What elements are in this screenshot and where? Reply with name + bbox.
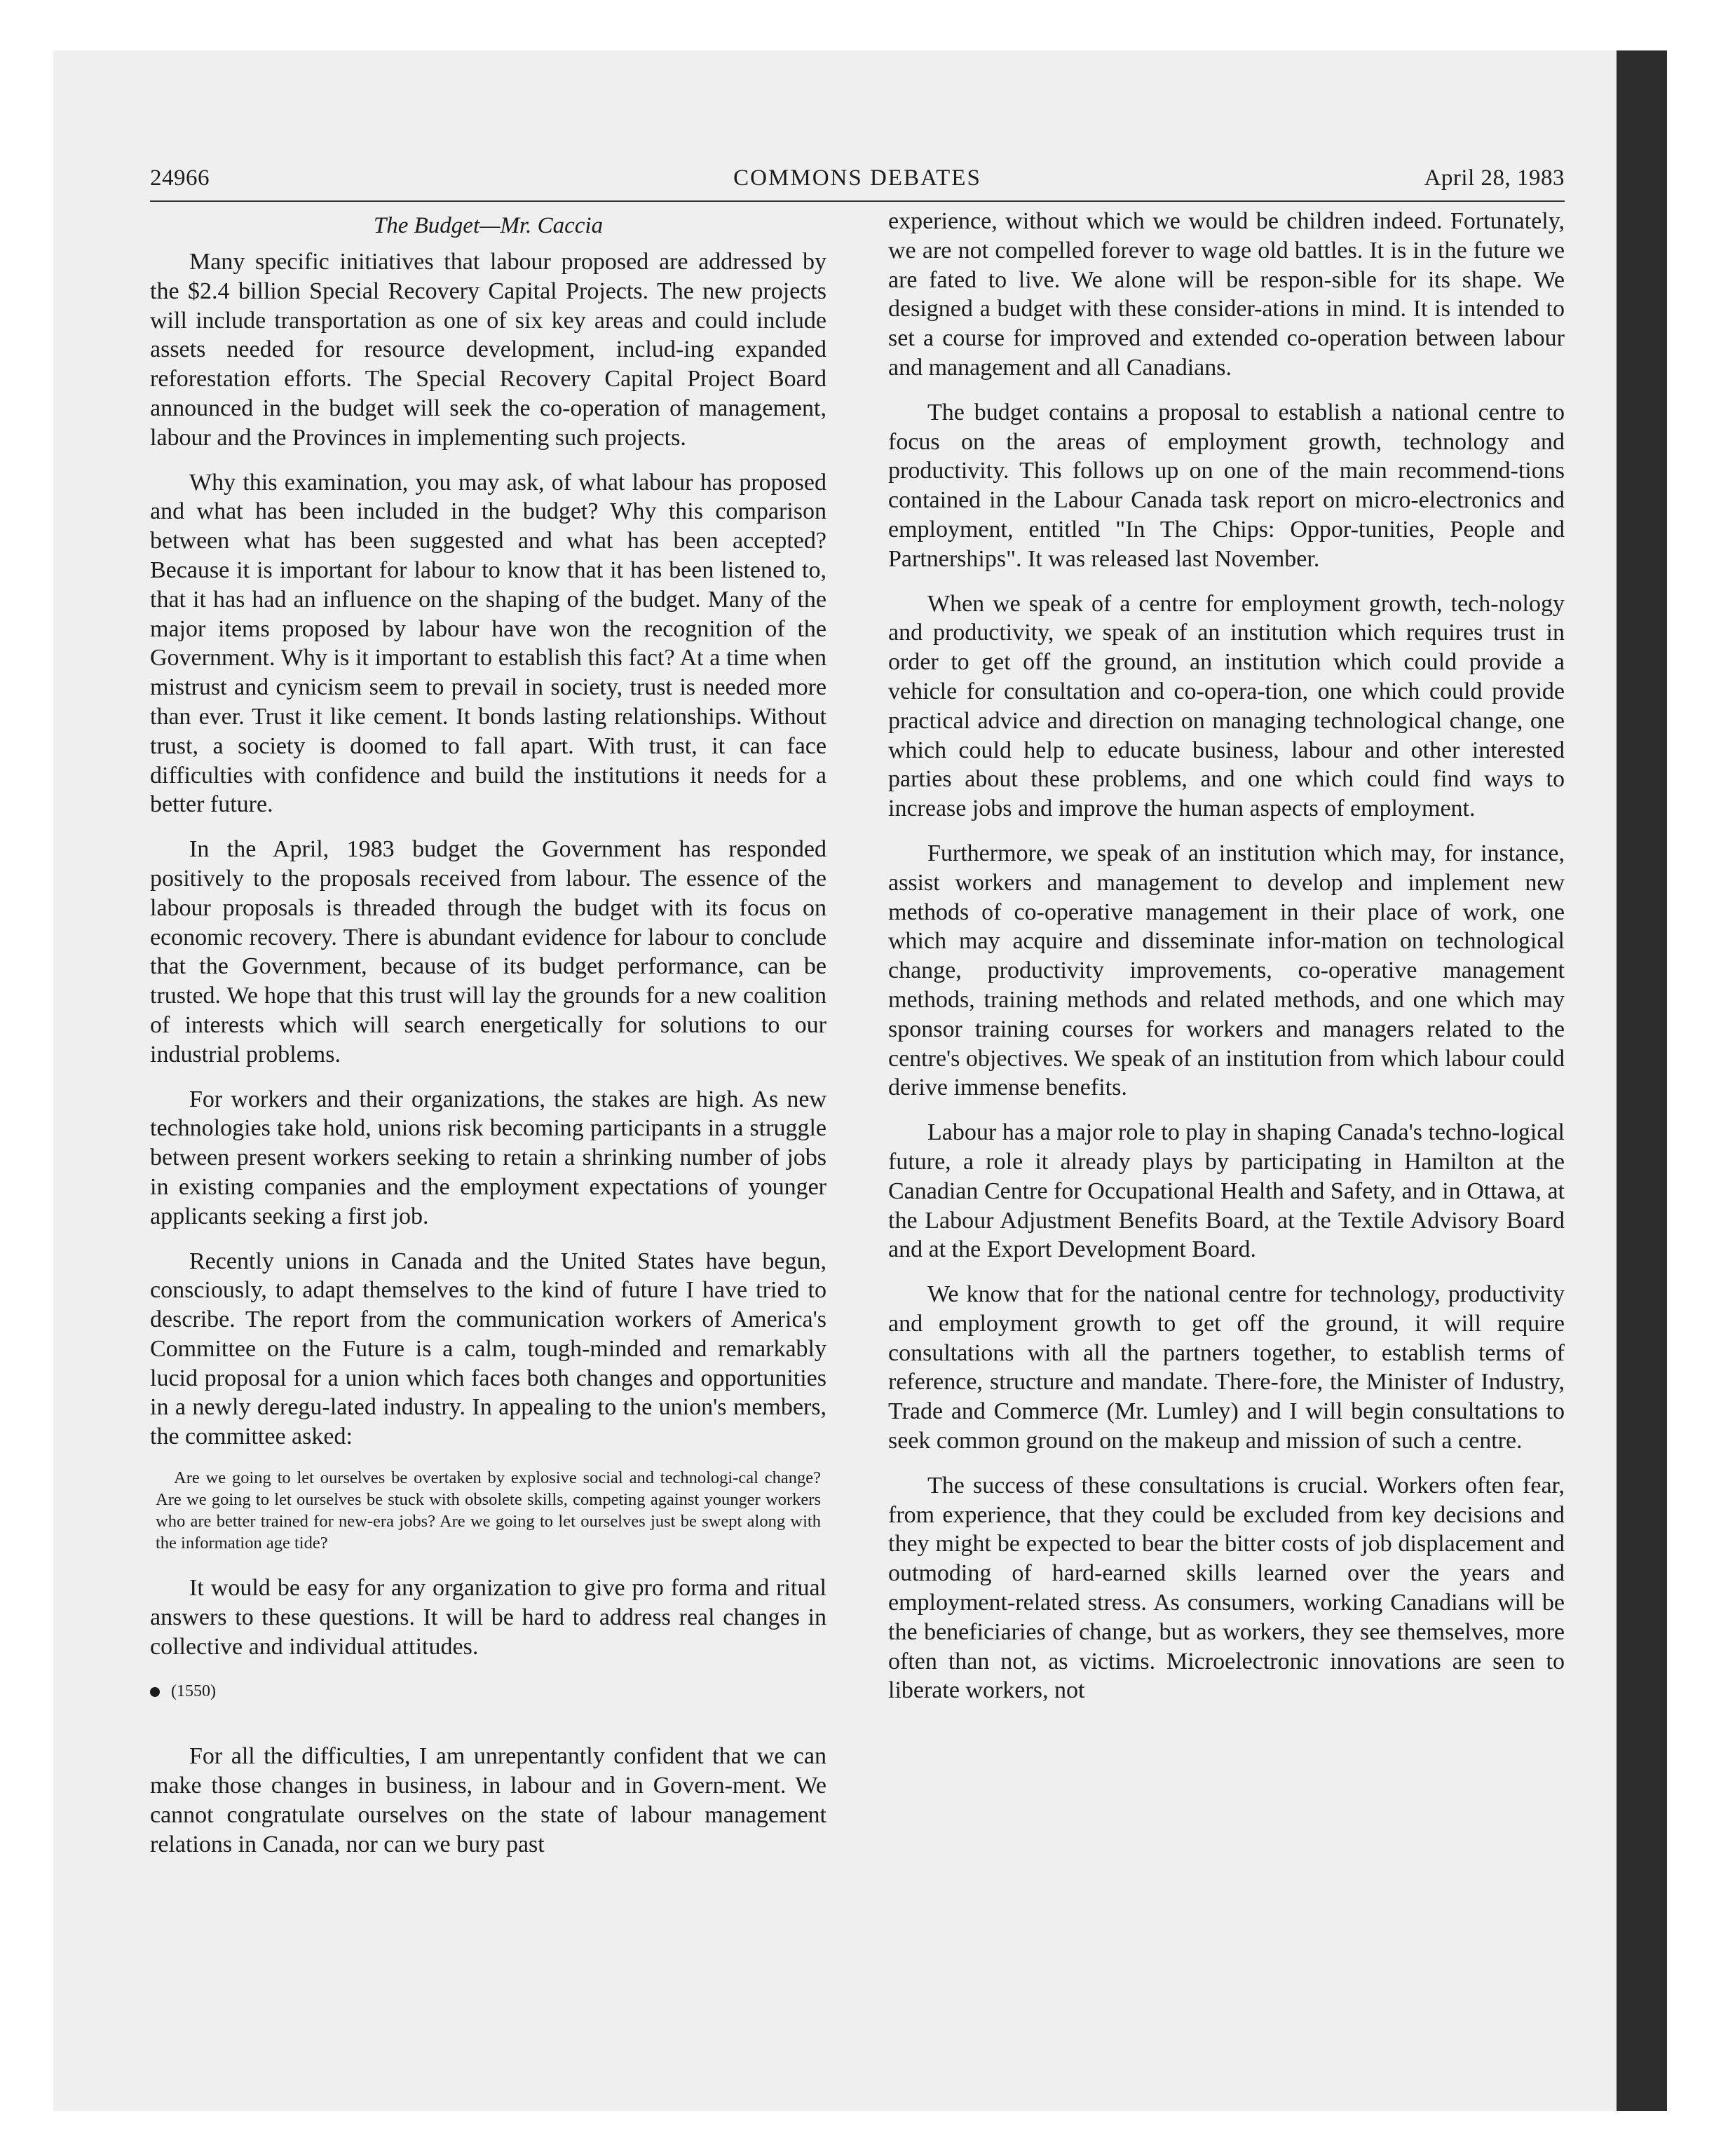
paragraph: For workers and their organizations, the stakes are high. As new technologies take hold, unions risk becoming participants in a struggle between present workers seeking to retain a shrinking number of jobs in existing companies and the employment expectations of younger applicants seeking a first job. <box>150 1086 826 1229</box>
section-subhead: The Budget—Mr. Caccia <box>373 213 604 238</box>
running-header <box>150 165 1565 198</box>
paragraph: Why this examination, you may ask, of what labour has proposed and what has been included in the budget? Why this comparison between what has been suggested and what has been accepted? Because it is important for labour to know that it has been listened to, that it has had an influence on the shaping of the budget. Many of the major items proposed by labour have won the recognition of the Government. Why is it important to establish this fact? At a time when mistrust and cynicism seem to prevail in society, trust is needed more than ever. Trust it like cement. It bonds lasting relationships. Without trust, a society is doomed to fall apart. With trust, it can face difficulties with confidence and build the institutions it needs for a better future. <box>150 469 826 818</box>
publication-date: April 28, 1983 <box>1424 165 1565 191</box>
right-column <box>888 207 1565 1721</box>
paragraph: In the April, 1983 budget the Government has responded positively to the proposals received from labour. The essence of the labour proposals is threaded through the budget with its focus on economic recovery. There is abundant evidence for labour to conclude that the Government, because of its budget performance, can be trusted. We hope that this trust will lay the grounds for a new coalition of interests which will search energetically for solutions to our industrial problems. <box>150 836 826 1067</box>
paragraph: We know that for the national centre for technology, productivity and employment growth to get off the ground, it will require consultations with all the partners together, to establish terms of reference, structure and mandate. There-fore, the Minister of Industry, Trade and Commerce (Mr. Lumley) and I will begin consultations to seek common ground on the makeup and mission of such a centre. <box>888 1281 1565 1454</box>
time-marker <box>150 1682 826 1701</box>
paragraph: When we speak of a centre for employment growth, tech-nology and productivity, we speak of an institution which requires trust in order to get off the ground, an institution which could provide a vehicle for consultation and co-opera-tion, one which could provide practical advice and direction on managing technological change, one which could help to educate business, labour and other interested parties about these problems, and one which could find ways to increase jobs and improve the human aspects of employment. <box>888 590 1565 822</box>
paragraph: It would be easy for any organization to give pro forma and ritual answers to these questions. It will be hard to address real changes in collective and individual attitudes. <box>150 1575 826 1660</box>
paragraph: Many specific initiatives that labour proposed are addressed by the $2.4 billion Special Recovery Capital Projects. The new projects will include transportation as one of six key areas and could include assets needed for resource development, includ-ing expanded reforestation efforts. The Special Recovery Capital Project Board announced in the budget will seek the co-operation of management, labour and the Provinces in implementing such projects. <box>150 249 826 451</box>
document-page <box>150 165 1565 1857</box>
header-rule <box>150 200 1565 202</box>
time-marker-label: (1550) <box>171 1682 216 1701</box>
paragraph: The budget contains a proposal to establish a national centre to focus on the areas of employment growth, technology and productivity. This follows up on one of the main recommend-tions contained in the Labour Canada task report on micro-electronics and employment, entitled "In The Chips: Oppor-tunities, People and Partnerships". It was released last November. <box>888 399 1565 572</box>
paragraph: experience, without which we would be children indeed. Fortunately, we are not compelled forever to wage old battles. It is in the future we are fated to live. We alone will be respon-sible for its shape. We designed a budget with these consider-ations in mind. It is intended to set a course for improved and extended co-operation between labour and management and all Canadians. <box>888 208 1565 381</box>
scan-edge-bar <box>1617 50 1667 2111</box>
paragraph: Furthermore, we speak of an institution which may, for instance, assist workers and management to develop and implement new methods of co-operative management in their place of work, one which may acquire and disseminate infor-mation on technological change, productivity improvements, co-operative management methods, training methods and related methods, and one which may sponsor training courses for workers and managers related to the centre's objectives. We speak of an institution from which labour could derive immense benefits. <box>888 840 1565 1101</box>
paragraph: Labour has a major role to play in shaping Canada's techno-logical future, a role it already plays by participating in Hamilton at the Canadian Centre for Occupational Health and Safety, and in Ottawa, at the Labour Adjustment Benefits Board, at the Textile Advisory Board and at the Export Development Board. <box>888 1119 1565 1263</box>
paragraph: The success of these consultations is crucial. Workers often fear, from experience, that they could be excluded from key decisions and they might be expected to bear the bitter costs of job displacement and outmoding of hard-earned skills learned over the years and employment-related stress. As consumers, working Canadians will be the beneficiaries of change, but as workers, they see themselves, more often than not, as victims. Microelectronic innovations are seen to liberate workers, not <box>888 1472 1565 1704</box>
paragraph: For all the difficulties, I am unrepentantly confident that we can make those changes in business, in labour and in Govern-ment. We cannot congratulate ourselves on the state of labour management relations in Canada, nor can we bury past <box>150 1743 826 1857</box>
page-number: 24966 <box>150 165 210 191</box>
left-column <box>150 247 826 1875</box>
publication-title: COMMONS DEBATES <box>733 165 981 191</box>
paragraph: Recently unions in Canada and the United States have begun, consciously, to adapt themselves to the kind of future I have tried to describe. The report from the communication workers of America's Committee on the Future is a calm, tough-minded and remarkably lucid proposal for a union which faces both changes and opportunities in a newly deregu-lated industry. In appealing to the union's members, the committee asked: <box>150 1248 826 1450</box>
bullet-dot-icon <box>150 1687 160 1697</box>
block-quote: Are we going to let ourselves be overtaken by explosive social and technologi-cal change? Are we going to let ourselves be stuck with obsolete skills, competing against younger workers who are better trained for new-era jobs? Are we going to let ourselves just be swept along with the information age tide? <box>156 1468 821 1553</box>
